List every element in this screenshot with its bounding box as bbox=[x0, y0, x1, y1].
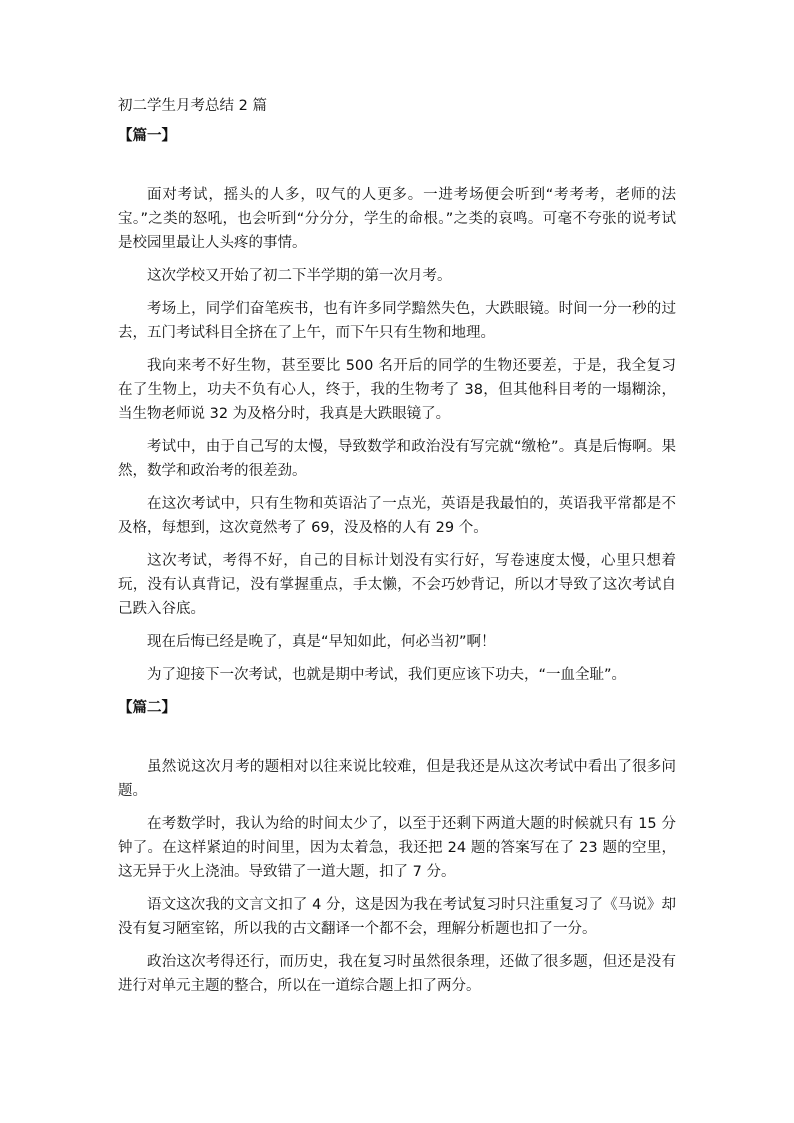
document-title: 初二学生月考总结 2 篇 bbox=[118, 98, 267, 114]
paragraph: 现在后悔已经是晚了，真是“早知如此，何必当初”啊！ bbox=[147, 634, 496, 650]
paragraph: 在这次考试中，只有生物和英语沾了一点光，英语是我最怕的，英语我平常都是不及格，每想到，这次竟然考了 69，没及格的人有 29 个。 bbox=[118, 496, 676, 536]
section-heading-one: 【篇一】 bbox=[118, 128, 176, 144]
paragraph: 这次学校又开始了初二下半学期的第一次月考。 bbox=[147, 268, 452, 284]
paragraph: 为了迎接下一次考试，也就是期中考试，我们更应该下功夫，“一血全耻”。 bbox=[147, 667, 627, 683]
paragraph: 虽然说这次月考的题相对以往来说比较难，但是我还是从这次考试中看出了很多问题。 bbox=[118, 759, 676, 799]
paragraph: 在考数学时，我认为给的时间太少了，以至于还剩下两道大题的时候就只有 15 分钟了。在这样紧迫的时间里，因为太着急，我还把 24 题的答案写在了 23 题的空里，这无异于火上浇油。导致错了一道大题，扣了 7 分。 bbox=[118, 816, 676, 880]
section-heading-two: 【篇二】 bbox=[118, 700, 176, 716]
paragraph: 这次考试，考得不好，自己的目标计划没有实行好，写卷速度太慢，心里只想着玩，没有认真背记，没有掌握重点，手太懒，不会巧妙背记，所以才导致了这次考试自己跌入谷底。 bbox=[118, 553, 676, 617]
section-one bbox=[118, 124, 676, 687]
paragraph: 政治这次考得还行，而历史，我在复习时虽然很条理，还做了很多题，但还是没有进行对单元主题的整合，所以在一道综合题上扣了两分。 bbox=[118, 954, 676, 994]
paragraph: 我向来考不好生物，甚至要比 500 名开后的同学的生物还要差，于是，我全复习在了生物上，功夫不负有心人，终于，我的生物考了 38，但其他科目考的一塌糊涂，当生物老师说 32 为及格分时，我真是大跌眼镜了。 bbox=[118, 358, 676, 422]
paragraph: 考场上，同学们奋笔疾书，也有许多同学黯然失色，大跌眼镜。时间一分一秒的过去，五门考试科目全挤在了上午，而下午只有生物和地理。 bbox=[118, 301, 676, 341]
paragraph: 语文这次我的文言文扣了 4 分，这是因为我在考试复习时只注重复习了《马说》却没有复习陋室铭，所以我的古文翻译一个都不会，理解分析题也扣了一分。 bbox=[118, 897, 676, 937]
section-two bbox=[118, 696, 676, 998]
paragraph: 面对考试，摇头的人多，叹气的人更多。一进考场便会听到“考考考，老师的法宝。”之类的怒吼，也会听到“分分分，学生的命根。”之类的哀鸣。可毫不夸张的说考试是校园里最让人头疼的事情。 bbox=[118, 187, 676, 251]
paragraph: 考试中，由于自己写的太慢，导致数学和政治没有写完就“缴枪”。真是后悔啊。果然，数学和政治考的很差劲。 bbox=[118, 439, 676, 479]
